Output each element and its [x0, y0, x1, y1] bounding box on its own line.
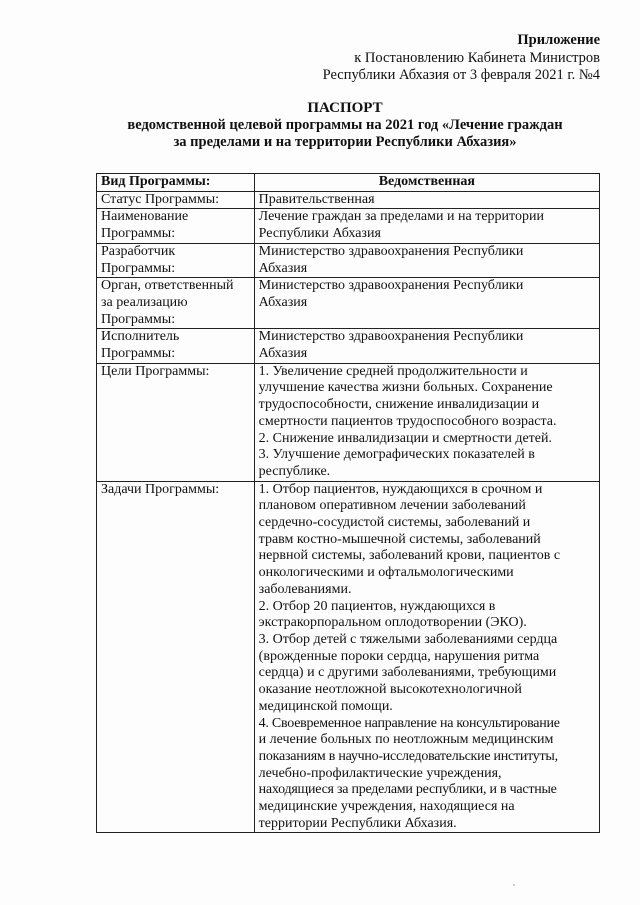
tasks-line: травм костно-мышечной системы, заболеваний: [258, 531, 541, 547]
responsible-value: [254, 278, 599, 329]
name-label: [97, 209, 255, 243]
tasks-line: нервной системы, заболеваний крови, пациентов с: [258, 548, 561, 564]
tasks-line: и лечение больных по неотложным медицинским: [258, 732, 554, 748]
goals-line: трудоспособности, снижение инвалидизации и: [258, 397, 540, 413]
appendix-line-1: к Постановлению Кабинета Министров: [354, 49, 600, 66]
tasks-line: находящиеся за пределами республики, и в частные: [258, 782, 557, 798]
tasks-line: экстракорпоральном оплодотворении (ЭКО).: [258, 615, 527, 631]
tasks-line: (врожденные пороки сердца, нарушения ритма: [258, 648, 540, 664]
header-value-cell: Ведомственная: [254, 174, 599, 192]
responsible-label-line: за реализацию: [101, 294, 188, 310]
developer-value-line: Абхазия: [258, 260, 308, 276]
tasks-line: медицинские учреждения, находящиеся на: [258, 799, 515, 815]
tasks-line: сердечно-сосудистой системы, заболеваний и: [258, 515, 531, 531]
developer-label-line: Программы:: [101, 260, 176, 276]
name-value-line: Республики Абхазия: [258, 226, 381, 242]
developer-label-line: Разработчик: [101, 243, 176, 259]
tasks-line: оказание неотложной высокотехнологичной: [258, 682, 522, 698]
status-value: Правительственная: [254, 191, 599, 209]
developer-value-line: Министерство здравоохранения Республики: [258, 243, 524, 259]
heading-line-2: за пределами и на территории Республики Абхазия»: [173, 134, 517, 150]
responsible-value-line: Абхазия: [258, 294, 308, 310]
tasks-line: плановом оперативном лечении заболеваний: [258, 498, 526, 514]
tasks-line: сердца) и с другими заболеваниями, требующими: [258, 665, 557, 681]
document-heading: [90, 100, 600, 151]
table-row-developer: [97, 243, 600, 277]
status-label: Статус Программы:: [97, 191, 255, 209]
goals-value: [254, 363, 599, 481]
responsible-label-line: Программы:: [101, 311, 176, 327]
tasks-label: Задачи Программы:: [97, 481, 255, 833]
executor-value-line: Министерство здравоохранения Республики: [258, 329, 524, 345]
goals-line: 1. Увеличение средней продолжительности и: [258, 363, 528, 379]
tasks-line: заболеваниями.: [258, 581, 352, 597]
tasks-line: территории Республики Абхазия.: [258, 815, 457, 831]
appendix-block: [200, 32, 600, 85]
executor-value-line: Абхазия: [258, 346, 308, 362]
name-label-line: Программы:: [101, 226, 176, 242]
table-row-executor: [97, 329, 600, 363]
name-value: [254, 209, 599, 243]
goals-label: Цели Программы:: [97, 363, 255, 481]
table-row-responsible: [97, 278, 600, 329]
heading-title: ПАСПОРТ: [307, 100, 383, 116]
executor-label-line: Исполнитель: [101, 329, 180, 345]
executor-label-line: Программы:: [101, 346, 176, 362]
name-value-line: Лечение граждан за пределами и на территории: [258, 209, 544, 225]
tasks-line: 4. Своевременное направление на консультирование: [258, 715, 560, 731]
tasks-line: 3. Отбор детей с тяжелыми заболеваниями сердца: [258, 631, 558, 647]
tasks-line: показаниям в научно-исследовательские институты,: [258, 748, 558, 764]
tasks-line: онкологическими и офтальмологическими: [258, 565, 514, 581]
developer-value: [254, 243, 599, 277]
name-label-line: Наименование: [101, 209, 189, 225]
executor-value: [254, 329, 599, 363]
passport-table: [96, 173, 600, 833]
table-header-row: [97, 174, 600, 192]
goals-line: смертности пациентов трудоспособного возраста.: [258, 413, 557, 429]
tasks-value: [254, 481, 599, 833]
table-row-status: [97, 191, 600, 209]
table-row-tasks: [97, 481, 600, 833]
appendix-line-2: Республики Абхазия от 3 февраля 2021 г. №4: [322, 67, 600, 83]
goals-line: республике.: [258, 463, 331, 479]
tasks-line: 2. Отбор 20 пациентов, нуждающихся в: [258, 598, 496, 614]
goals-line: 2. Снижение инвалидизации и смертности детей.: [258, 430, 552, 446]
heading-line-1: ведомственной целевой программы на 2021 год «Лечение граждан: [127, 117, 563, 133]
tasks-line: лечебно-профилактические учреждения,: [258, 765, 502, 781]
goals-line: улучшение качества жизни больных. Сохранение: [258, 380, 553, 396]
executor-label: [97, 329, 255, 363]
table-row-name: [97, 209, 600, 243]
header-label-cell: Вид Программы:: [97, 174, 255, 192]
table-row-goals: [97, 363, 600, 481]
tasks-line: 1. Отбор пациентов, нуждающихся в срочном и: [258, 481, 543, 497]
goals-line: 3. Улучшение демографических показателей в: [258, 447, 535, 463]
scan-speck: [513, 884, 515, 886]
tasks-line: медицинской помощи.: [258, 698, 393, 714]
developer-label: [97, 243, 255, 277]
responsible-label: [97, 278, 255, 329]
responsible-value-line: Министерство здравоохранения Республики: [258, 278, 524, 294]
responsible-label-line: Орган, ответственный: [101, 278, 234, 294]
appendix-title: Приложение: [517, 32, 600, 48]
